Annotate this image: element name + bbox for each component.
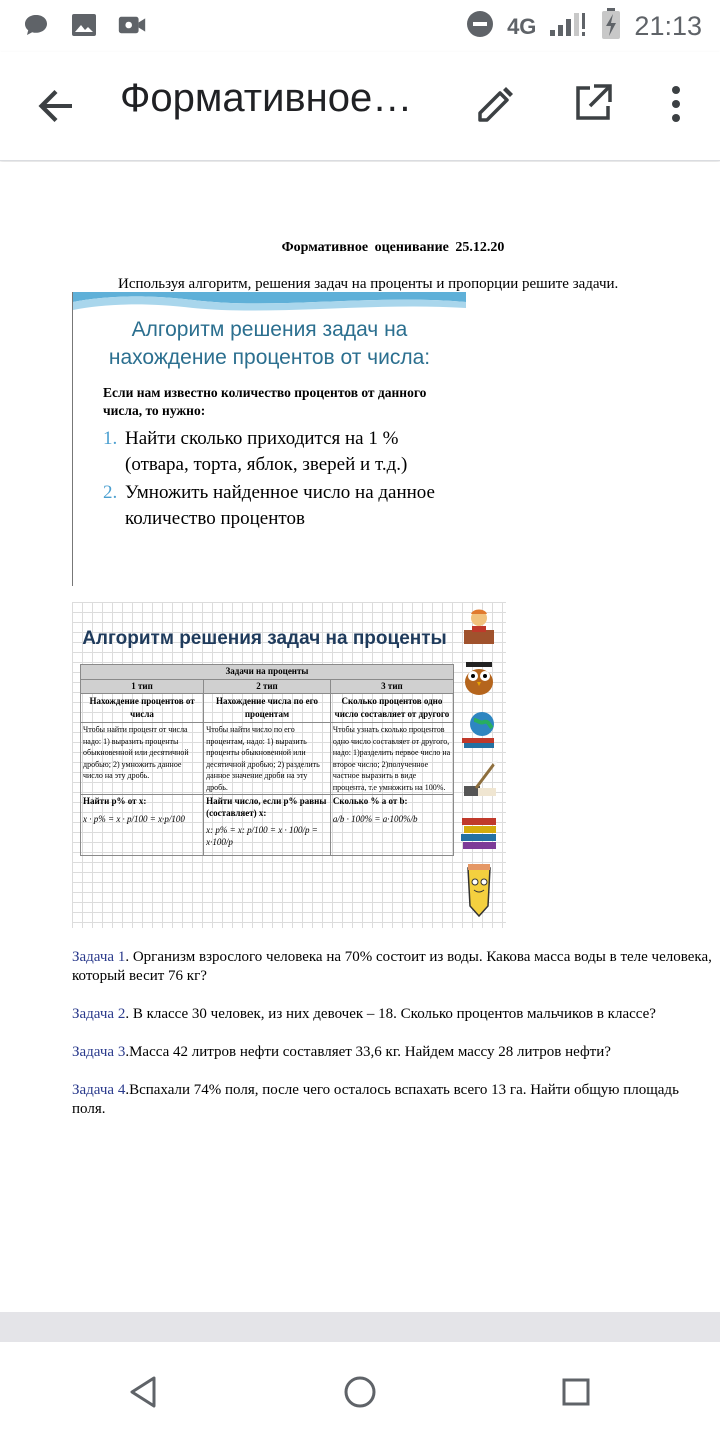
formula-cell [330, 795, 453, 856]
task-text: .Вспахали 74% поля, после чего осталось вспахать всего 13 га. Найти общую площадь поля. [72, 1082, 679, 1117]
task-list [72, 948, 712, 1138]
chat-icon [22, 12, 50, 38]
app-bar [0, 52, 720, 161]
open-external-icon[interactable] [570, 82, 614, 126]
task-item [72, 1043, 712, 1062]
home-circle-icon[interactable] [340, 1372, 380, 1412]
back-triangle-icon[interactable] [124, 1372, 164, 1412]
teacher-clipart-icon [458, 606, 500, 648]
step-text: Умножить найденное число на данное количество процентов [125, 482, 435, 529]
document-bottom-band [0, 1312, 720, 1342]
slide1-step-2 [103, 480, 453, 532]
document-heading: Формативное оценивание 25.12.20 [281, 240, 505, 255]
formula-label: Найти p% от x: [83, 796, 147, 806]
clock: 21:13 [634, 11, 702, 41]
more-vert-icon[interactable] [654, 82, 698, 126]
type-description: Чтобы найти процент от числа надо: 1) выразить проценты обыкновенной или десятичной дробью; 2) умножить данное число на эту дробь. [81, 723, 204, 795]
slide2-title: Алгоритм решения задач на проценты [82, 628, 447, 649]
do-not-disturb-icon [465, 9, 495, 44]
pencil-character-clipart-icon [458, 862, 500, 918]
type-description: Чтобы узнать сколько процентов одно число составляет от другого, надо: 1)разделить первое число на второе число; 2)полученное частное выразить в виде процента, т.е умножить на 100%. [330, 723, 453, 795]
slide-percent-algorithm [72, 292, 466, 586]
slide1-title: Алгоритм решения задач на нахождение процентов от числа: [108, 318, 431, 369]
task-text: .Масса 42 литров нефти составляет 33,6 кг. Найдем массу 28 литров нефти? [125, 1044, 611, 1060]
type-subtitle: Нахождение процентов от числа [81, 694, 204, 723]
task-label: Задача 4 [72, 1082, 126, 1098]
formula-label: Сколько % a от b: [332, 796, 408, 806]
type-subtitle: Нахождение числа по его процентам [204, 694, 331, 723]
image-icon [70, 12, 98, 38]
back-arrow-icon[interactable] [32, 82, 80, 130]
step-number: 2. [103, 482, 118, 503]
task-item [72, 948, 712, 986]
table-title: Задачи на проценты [81, 665, 454, 680]
type-description: Чтобы найти число по его процентам, надо: 1) выразить проценты обыкновенной или десятичной дробью; 2) разделить данное значение дроби на эту дробь. [204, 723, 331, 795]
step-number: 1. [103, 428, 118, 449]
system-nav-bar [0, 1342, 720, 1440]
slide1-condition: Если нам известно количество процентов от данного числа, то нужно: [103, 385, 427, 418]
formula-label: Найти число, если p% равны (составляет) x: [206, 796, 327, 818]
book-stack-clipart-icon [458, 810, 500, 852]
formula: x: p% = x: p/100 = x · 100/p = x·100/p [206, 825, 318, 847]
task-item [72, 1081, 712, 1119]
type-subtitle: Сколько процентов одно число составляет от другого [330, 694, 453, 723]
document-instruction: Используя алгоритм, решения задач на проценты и пропорции решите задачи. [118, 276, 619, 292]
slide1-step-1 [103, 426, 453, 478]
network-type: 4G [507, 13, 537, 39]
type-header: 1 тип [81, 679, 204, 694]
document-page[interactable] [0, 162, 720, 1312]
battery-icon [600, 8, 622, 45]
type-header: 3 тип [330, 679, 453, 694]
formula-cell [204, 795, 331, 856]
task-label: Задача 1 [72, 949, 126, 965]
task-text: . Организм взрослого человека на 70% состоит из воды. Какова масса воды в теле человека, который весит 76 кг? [72, 949, 712, 984]
task-label: Задача 2 [72, 1006, 126, 1022]
formula: a/b · 100% = a·100%/b [332, 813, 418, 824]
task-text: . В классе 30 человек, из них девочек – 18. Сколько процентов мальчиков в классе? [125, 1006, 656, 1022]
task-label: Задача 3 [72, 1044, 126, 1060]
step-text: Найти сколько приходится на 1 % (отвара, торта, яблок, зверей и т.д.) [125, 428, 408, 475]
pencil-edit-icon[interactable] [474, 82, 518, 126]
document-title: Формативное… [120, 76, 413, 120]
signal-icon [548, 10, 588, 43]
task-item [72, 1005, 712, 1024]
slide-percent-task-types [72, 602, 506, 928]
recents-square-icon[interactable] [556, 1372, 596, 1412]
formula-cell [81, 795, 204, 856]
status-bar [0, 0, 720, 52]
formula: x · p% = x · p/100 = x·p/100 [83, 813, 185, 824]
type-header: 2 тип [204, 679, 331, 694]
globe-books-clipart-icon [458, 708, 500, 750]
owl-clipart-icon [458, 658, 500, 700]
video-icon [118, 12, 146, 38]
inkwell-clipart-icon [458, 758, 500, 800]
task-types-table [80, 664, 454, 856]
